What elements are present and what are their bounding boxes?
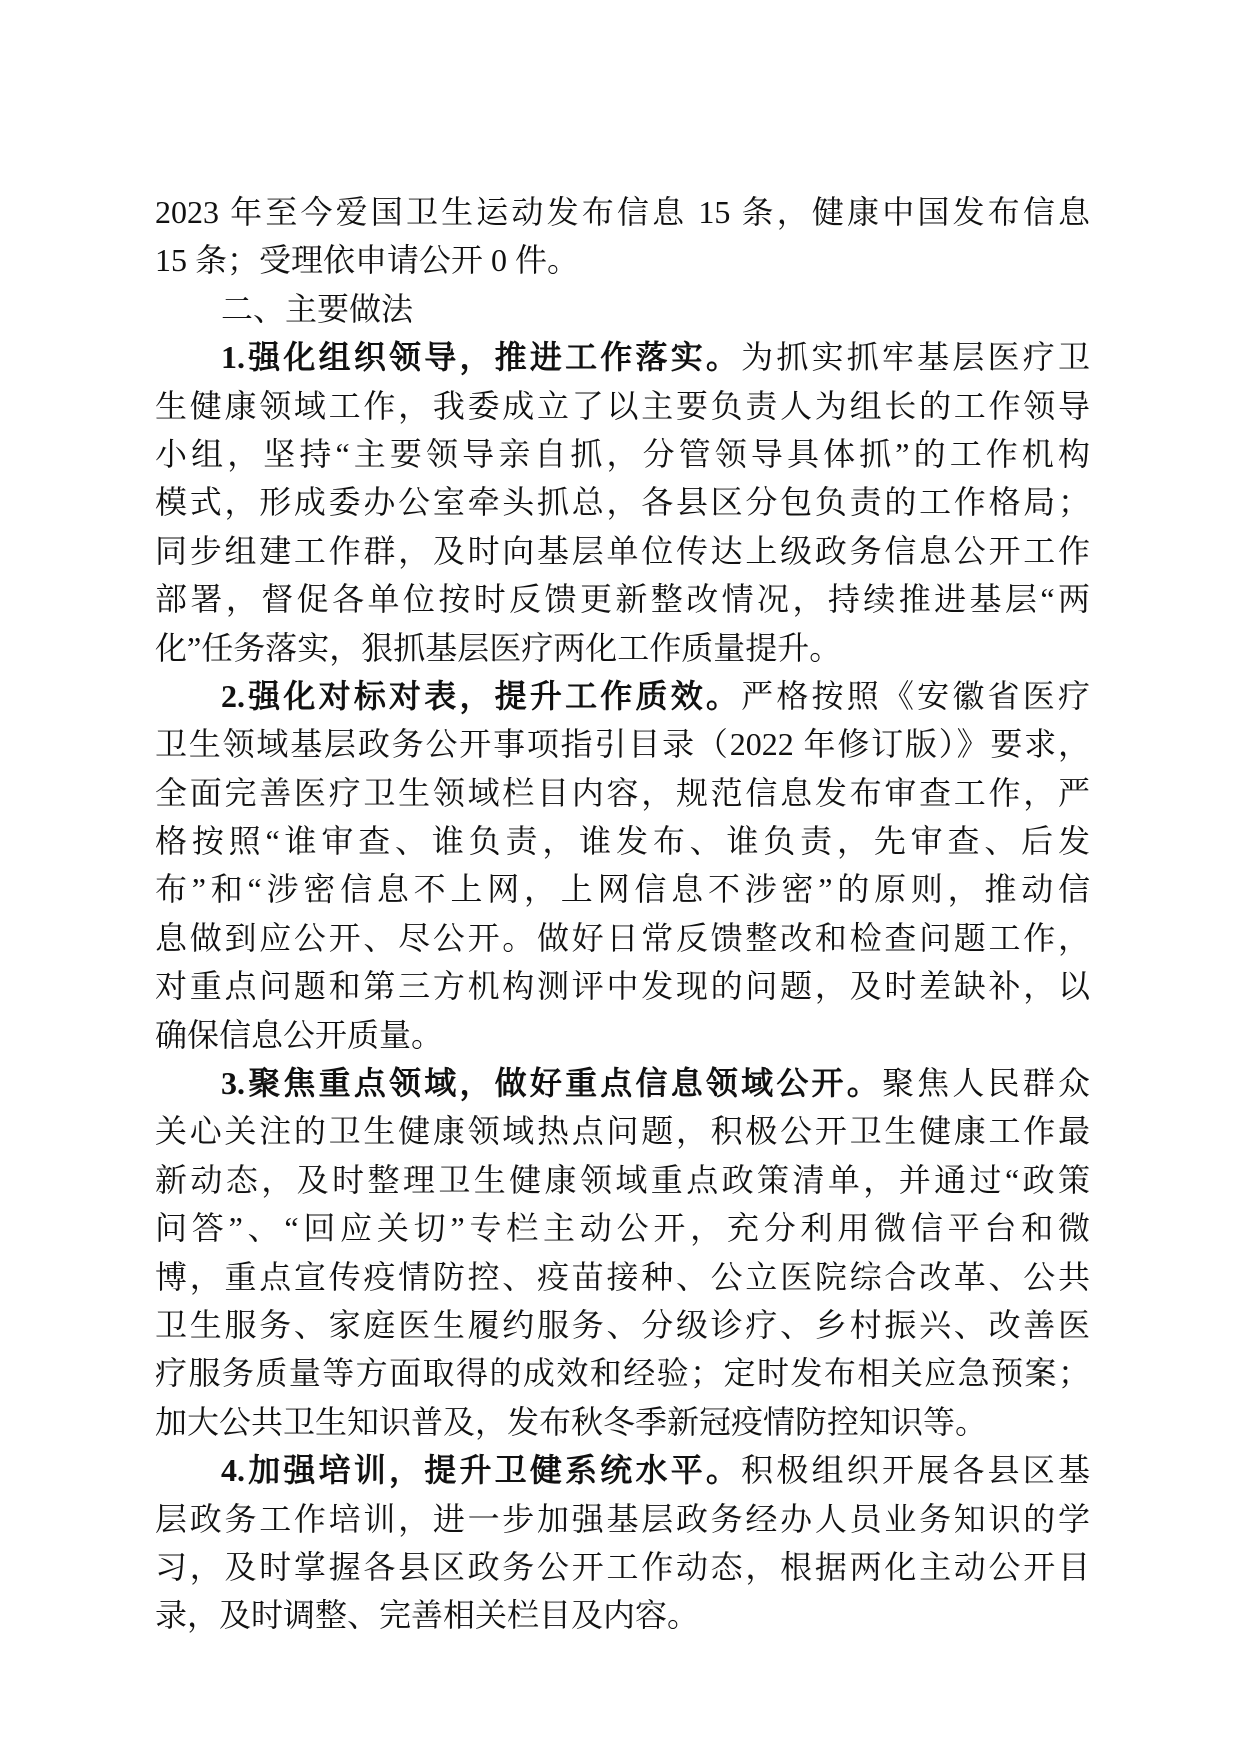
- item-2-first-line: [155, 672, 1090, 720]
- item-3-text: 聚焦人民群众: [881, 1065, 1090, 1102]
- section-heading: 二、主要做法: [221, 289, 414, 328]
- item-2-line: 对重点问题和第三方机构测评中发现的问题，及时差缺补，以: [155, 968, 1090, 1005]
- item-2-line: 卫生领域基层政务公开事项指引目录（2022 年修订版）》要求，: [155, 726, 1090, 763]
- item-2-line: 格按照“谁审查、谁负责，谁发布、谁负责，先审查、后发: [155, 823, 1090, 860]
- item-1-line: 部署，督促各单位按时反馈更新整改情况，持续推进基层“两: [155, 581, 1090, 618]
- item-3-lead: 3.聚焦重点领域，做好重点信息领域公开。: [221, 1065, 882, 1102]
- intro-line: 2023 年至今爱国卫生运动发布信息 15 条，健康中国发布信息: [155, 194, 1090, 230]
- intro-line: 15 条；受理依申请公开 0 件。: [155, 242, 580, 279]
- item-4-line: 习，及时掌握各县区政务公开工作动态，根据两化主动公开目: [155, 1548, 1090, 1585]
- item-4-line: 录，及时调整、完善相关栏目及内容。: [155, 1597, 700, 1634]
- item-4-line: 层政务工作培训，进一步加强基层政务经办人员业务知识的学: [155, 1500, 1090, 1537]
- item-3-line: 博，重点宣传疫情防控、疫苗接种、公立医院综合改革、公共: [155, 1258, 1090, 1295]
- item-1-line: 模式，形成委办公室牵头抓总，各县区分包负责的工作格局；: [155, 484, 1090, 521]
- item-3-line: 卫生服务、家庭医生履约服务、分级诊疗、乡村振兴、改善医: [155, 1306, 1090, 1343]
- item-4-lead: 4.加强培训，提升卫健系统水平。: [221, 1452, 742, 1489]
- item-1-text: 为抓实抓牢基层医疗卫: [741, 339, 1090, 376]
- document-body: [155, 188, 1090, 1640]
- item-3-line: 问答”、“回应关切”专栏主动公开，充分利用微信平台和微: [155, 1210, 1090, 1247]
- item-1-first-line: [155, 333, 1090, 381]
- item-2-lead: 2.强化对标对表，提升工作质效。: [221, 677, 742, 714]
- item-4-text: 积极组织开展各县区基: [741, 1452, 1090, 1489]
- item-3-line: 疗服务质量等方面取得的成效和经验；定时发布相关应急预案；: [155, 1355, 1090, 1392]
- item-2-line: 息做到应公开、尽公开。做好日常反馈整改和检查问题工作，: [155, 919, 1090, 956]
- item-3-line: 新动态，及时整理卫生健康领域重点政策清单，并通过“政策: [155, 1161, 1090, 1198]
- item-4-first-line: [155, 1446, 1090, 1494]
- item-1-line: 化”任务落实，狠抓基层医疗两化工作质量提升。: [155, 629, 842, 666]
- item-3-first-line: [155, 1059, 1090, 1107]
- item-2-line: 布”和“涉密信息不上网，上网信息不涉密”的原则，推动信: [155, 871, 1090, 908]
- item-3-line: 加大公共卫生知识普及，发布秋冬季新冠疫情防控知识等。: [155, 1403, 988, 1440]
- item-3-line: 关心关注的卫生健康领域热点问题，积极公开卫生健康工作最: [155, 1113, 1090, 1150]
- item-2-line: 全面完善医疗卫生领域栏目内容，规范信息发布审查工作，严: [155, 774, 1090, 811]
- item-1-line: 小组，坚持“主要领导亲自抓，分管领导具体抓”的工作机构: [155, 435, 1090, 472]
- item-1-lead: 1.强化组织领导，推进工作落实。: [221, 339, 742, 376]
- item-1-line: 生健康领域工作，我委成立了以主要负责人为组长的工作领导: [155, 387, 1090, 424]
- item-2-text: 严格按照《安徽省医疗: [741, 677, 1090, 714]
- item-1-line: 同步组建工作群，及时向基层单位传达上级政务信息公开工作: [155, 532, 1090, 569]
- item-2-line: 确保信息公开质量。: [155, 1016, 444, 1053]
